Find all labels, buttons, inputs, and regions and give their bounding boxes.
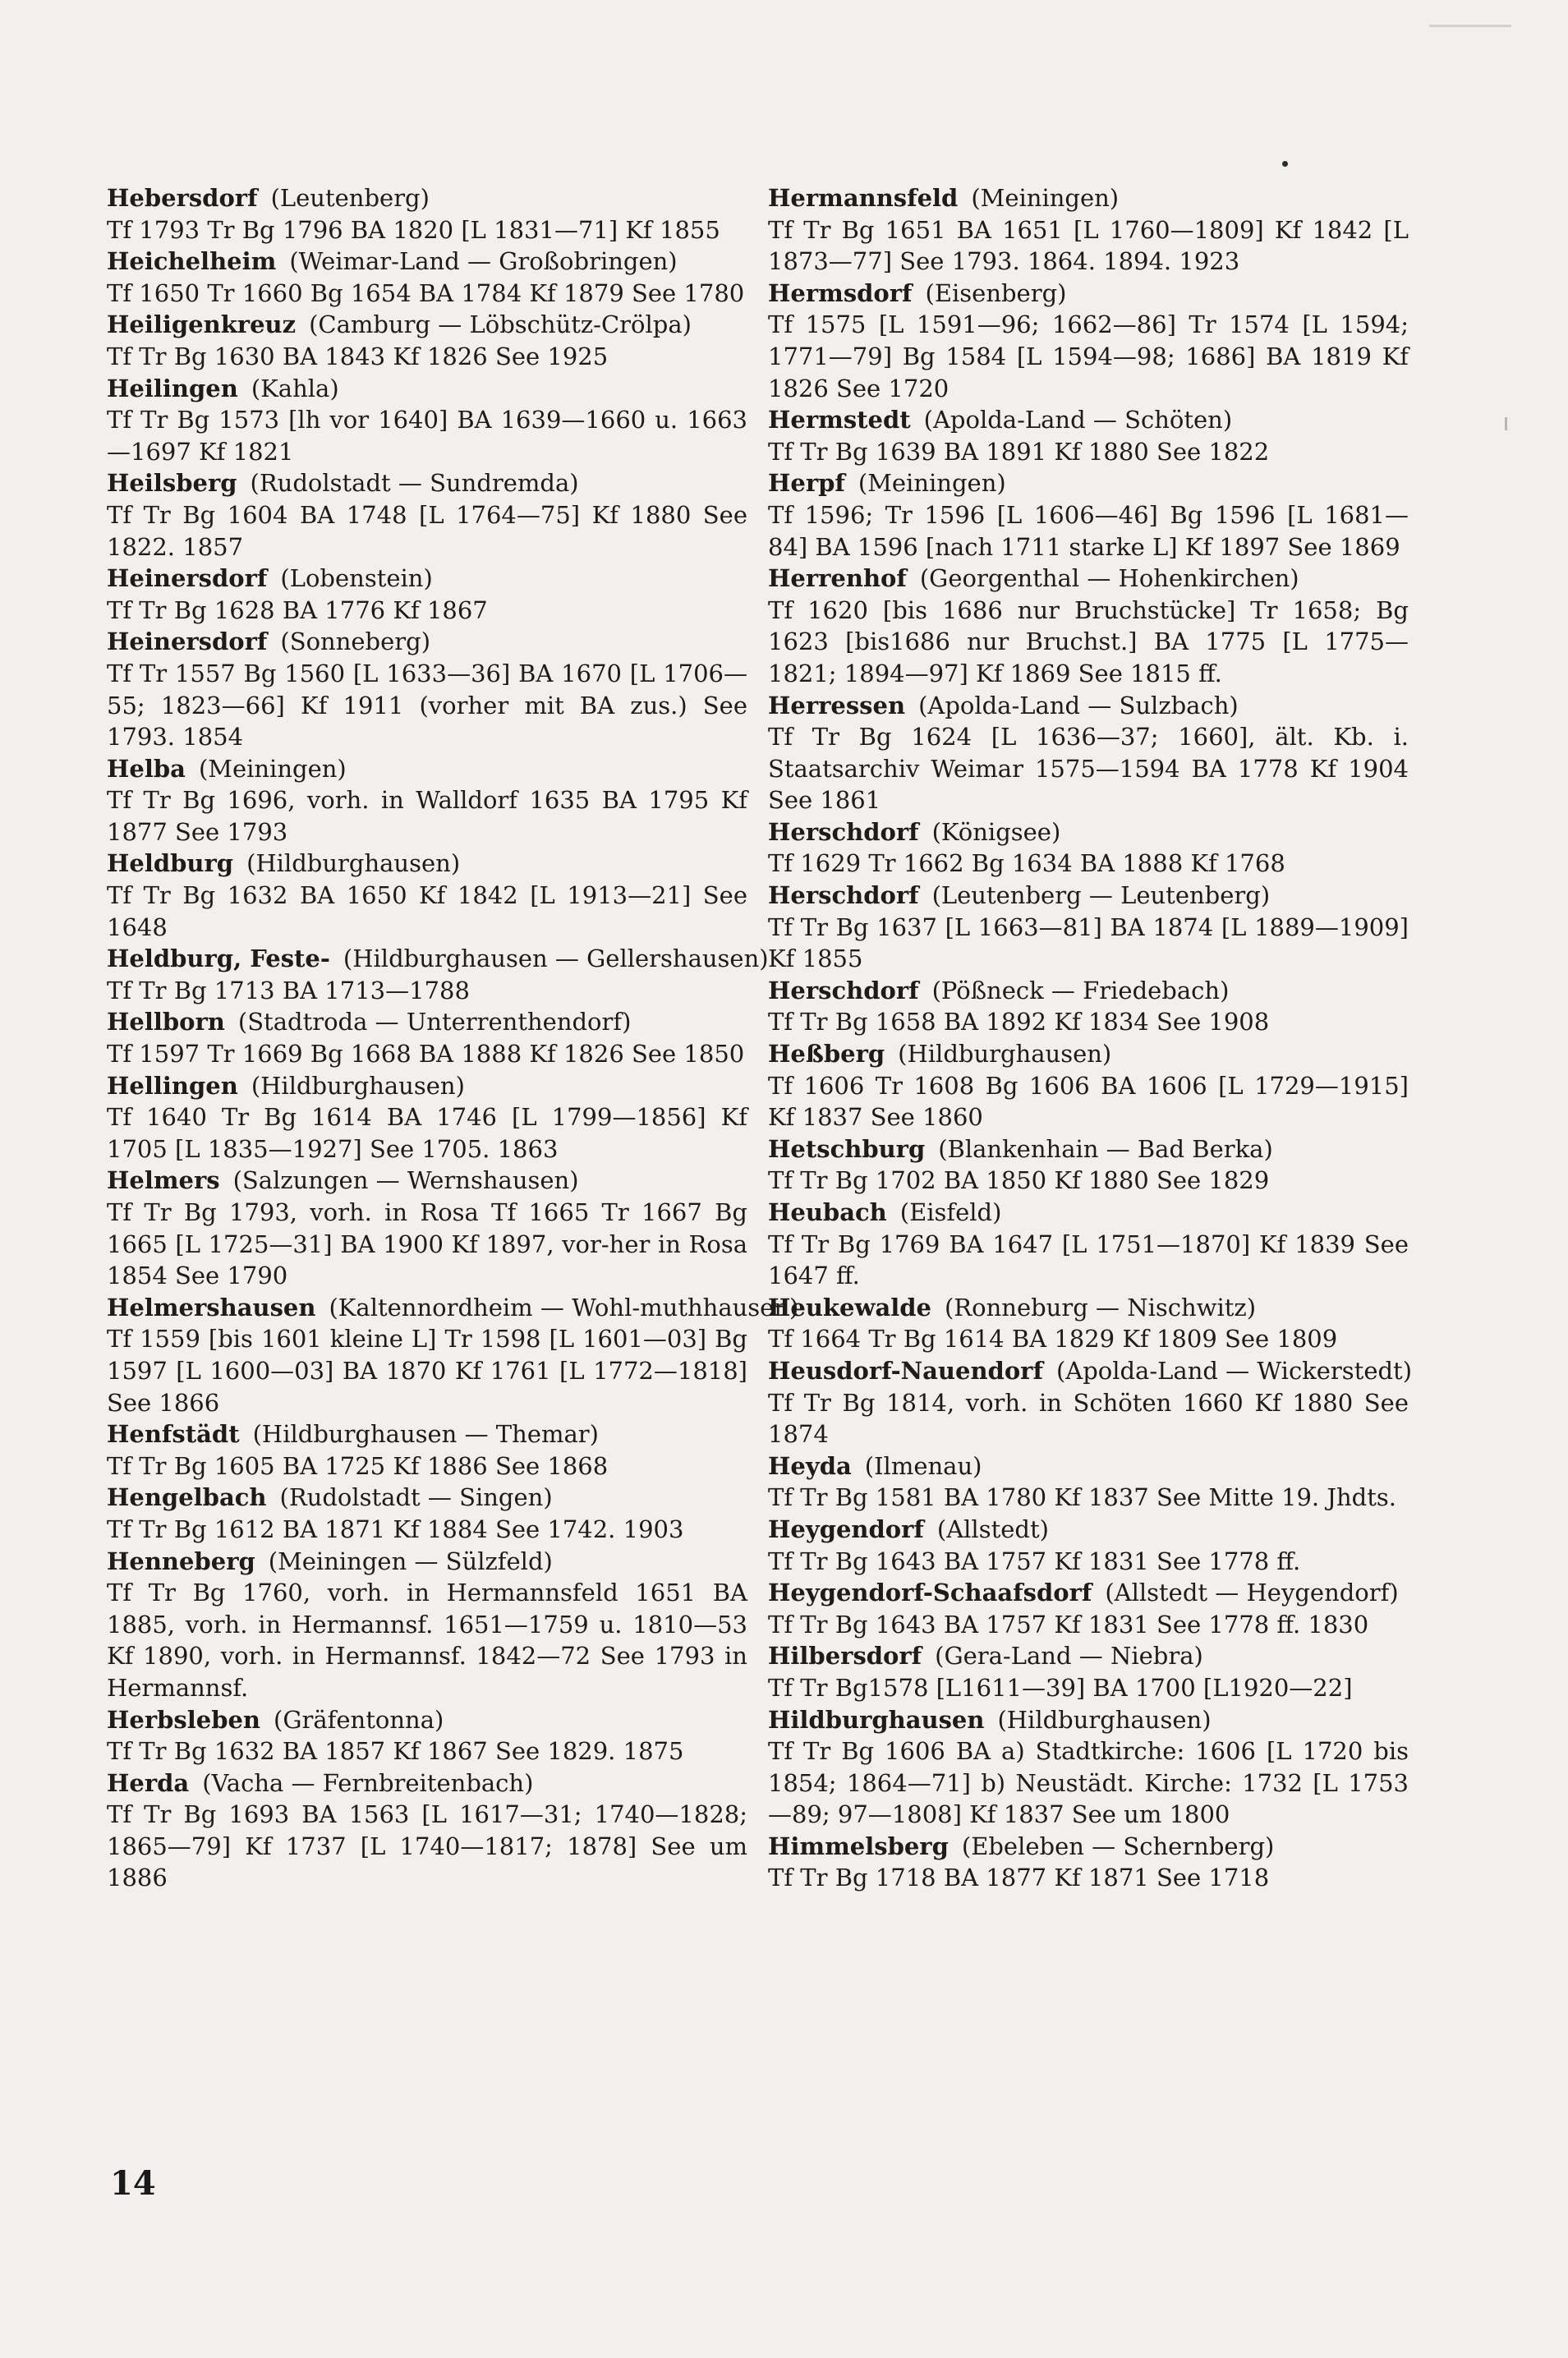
parish-district: (Sonneberg) [280, 627, 431, 656]
entry-records: Tf 1629 Tr 1662 Bg 1634 BA 1888 Kf 1768 [768, 849, 1285, 878]
register-entry [107, 1292, 799, 1418]
place-name: Hebersdorf [107, 184, 258, 212]
entry-heading [107, 626, 747, 658]
place-name: Heusdorf-Nauendorf [768, 1356, 1043, 1385]
entry-records: Tf 1575 [L 1591—96; 1662—86] Tr 1574 [L 1594; 1771—79] Bg 1584 [L 1594—98; 1686] BA 1819 Kf 1826 See 1720 [768, 310, 1409, 402]
parish-district: (Meiningen) [858, 469, 1006, 498]
parish-district: (Gera-Land — Niebra) [935, 1642, 1203, 1671]
entry-records: Tf Tr Bg 1605 BA 1725 Kf 1886 See 1868 [107, 1451, 609, 1480]
parish-district: (Kahla) [251, 374, 339, 402]
entry-heading [107, 1418, 747, 1450]
place-name: Heldburg [107, 849, 234, 878]
parish-district: (Vacha — Fernbreitenbach) [202, 1768, 534, 1797]
place-name: Helmers [107, 1166, 220, 1195]
place-name: Heukewalde [768, 1293, 931, 1321]
parish-district: (Rudolstadt — Singen) [279, 1483, 553, 1512]
place-name: Hilbersdorf [768, 1642, 922, 1671]
parish-district: (Hildburghausen) [997, 1705, 1212, 1734]
entry-records: Tf Tr Bg 1637 [L 1663—81] BA 1874 [L 1889—1909] Kf 1855 [768, 912, 1409, 973]
place-name: Hermstedt [768, 406, 911, 434]
entry-records: Tf Tr Bg 1696, vorh. in Walldorf 1635 BA 1795 Kf 1877 See 1793 [107, 786, 747, 846]
register-entry [768, 880, 1409, 975]
entry-records: Tf Tr Bg 1628 BA 1776 Kf 1867 [107, 595, 488, 624]
place-name: Henfstädt [107, 1420, 240, 1449]
place-name: Helba [107, 754, 186, 783]
register-entry [107, 848, 747, 943]
register-entry [768, 563, 1409, 689]
parish-district: (Camburg — Löbschütz-Crölpa) [309, 310, 692, 339]
margin-mark [1505, 417, 1507, 430]
place-name: Herbsleben [107, 1705, 261, 1734]
place-name: Hermsdorf [768, 278, 913, 307]
register-entry [768, 1292, 1409, 1355]
register-entry [768, 816, 1409, 880]
register-entry [768, 278, 1409, 404]
place-name: Heilsberg [107, 469, 237, 498]
register-entry [768, 1355, 1413, 1450]
entry-records: Tf Tr Bg1578 [L1611—39] BA 1700 [L1920—22] [768, 1673, 1353, 1702]
entry-records: Tf Tr Bg 1624 [L 1636—37; 1660], ält. Kb. i. Staatsarchiv Weimar 1575—1594 BA 1778 Kf 1904 See 1861 [768, 723, 1409, 815]
entry-heading [768, 1704, 1409, 1736]
register-entry [107, 563, 747, 626]
place-name: Herressen [768, 691, 906, 719]
parish-district: (Hildburghausen) [251, 1071, 465, 1100]
entry-records: Tf 1664 Tr Bg 1614 BA 1829 Kf 1809 See 1809 [768, 1325, 1338, 1354]
parish-district: (Allstedt) [936, 1515, 1049, 1543]
entry-heading [768, 563, 1409, 595]
register-entry [768, 182, 1409, 278]
place-name: Heygendorf [768, 1515, 924, 1543]
parish-district: (Meiningen — Sülzfeld) [268, 1547, 553, 1575]
place-name: Herpf [768, 469, 845, 498]
entry-heading [107, 246, 747, 278]
place-name: Henneberg [107, 1547, 255, 1575]
entry-heading [768, 467, 1409, 499]
entry-heading [768, 404, 1409, 436]
entry-records: Tf Tr Bg 1606 BA a) Stadtkirche: 1606 [L 1720 bis 1854; 1864—71] b) Neustädt. Kirche: 1732 [L 1753—89; 97—1808] Kf 1837 See um 1800 [768, 1737, 1409, 1829]
entry-records: Tf Tr Bg 1713 BA 1713—1788 [107, 976, 470, 1004]
place-name: Hellborn [107, 1008, 225, 1037]
place-name: Helmershausen [107, 1293, 316, 1321]
place-name: Himmelsberg [768, 1832, 949, 1860]
place-name: Hermannsfeld [768, 184, 959, 212]
register-entry [107, 1165, 747, 1291]
register-entry [107, 1482, 747, 1545]
entry-heading [768, 182, 1409, 214]
register-entry [107, 309, 747, 372]
entry-records: Tf Tr 1557 Bg 1560 [L 1633—36] BA 1670 [L 1706—55; 1823—66] Kf 1911 (vorher mit BA zus.) See 1793. 1854 [107, 659, 747, 752]
parish-district: (Hildburghausen — Themar) [252, 1420, 599, 1449]
entry-heading [107, 753, 747, 785]
entry-records: Tf Tr Bg 1630 BA 1843 Kf 1826 See 1925 [107, 342, 609, 370]
parish-district: (Leutenberg — Leutenberg) [931, 881, 1271, 910]
register-entry [107, 246, 747, 309]
place-name: Heiligenkreuz [107, 310, 297, 339]
entry-heading [768, 816, 1409, 848]
parish-district: (Hildburghausen — Gellershausen) [343, 945, 769, 973]
parish-district: (Ebeleben — Schernberg) [961, 1832, 1275, 1860]
register-entry [768, 1831, 1409, 1894]
register-entry [107, 1546, 747, 1704]
parish-district: (Königsee) [931, 817, 1061, 846]
entry-records: Tf 1597 Tr 1669 Bg 1668 BA 1888 Kf 1826 See 1850 [107, 1040, 745, 1069]
place-name: Herschdorf [768, 817, 919, 846]
register-entry [107, 1070, 747, 1165]
left-column [107, 182, 799, 1894]
entry-records: Tf Tr Bg 1581 BA 1780 Kf 1837 See Mitte 19. Jhdts. [768, 1483, 1396, 1512]
parish-district: (Salzungen — Wernshausen) [232, 1166, 579, 1195]
entry-records: Tf 1793 Tr Bg 1796 BA 1820 [L 1831—71] Kf 1855 [107, 215, 720, 244]
register-entry [768, 975, 1409, 1038]
parish-district: (Blankenhain — Bad Berka) [938, 1134, 1273, 1163]
entry-heading [768, 278, 1409, 310]
register-entry [107, 182, 747, 246]
entry-records: Tf Tr Bg 1693 BA 1563 [L 1617—31; 1740—1828; 1865—79] Kf 1737 [L 1740—1817; 1878] See um 1886 [107, 1800, 747, 1892]
entry-heading [107, 1006, 747, 1038]
register-entry [768, 1197, 1409, 1292]
entry-heading [768, 975, 1409, 1007]
entry-heading [107, 373, 747, 405]
register-entry [107, 626, 747, 752]
parish-district: (Lobenstein) [280, 564, 433, 593]
entry-records: Tf Tr Bg 1639 BA 1891 Kf 1880 See 1822 [768, 437, 1270, 466]
entry-heading [768, 1514, 1409, 1546]
place-name: Herda [107, 1768, 190, 1797]
register-entry [107, 373, 747, 468]
entry-heading [107, 467, 747, 499]
entry-records: Tf Tr Bg 1604 BA 1748 [L 1764—75] Kf 1880 See 1822. 1857 [107, 500, 747, 561]
entry-records: Tf 1559 [bis 1601 kleine L] Tr 1598 [L 1601—03] Bg 1597 [L 1600—03] BA 1870 Kf 1761 [L 1772—1818] See 1866 [107, 1325, 747, 1417]
entry-records: Tf Tr Bg 1632 BA 1857 Kf 1867 See 1829. 1875 [107, 1737, 684, 1766]
place-name: Herschdorf [768, 881, 919, 910]
entry-records: Tf Tr Bg 1702 BA 1850 Kf 1880 See 1829 [768, 1166, 1270, 1195]
entry-records: Tf 1620 [bis 1686 nur Bruchstücke] Tr 1658; Bg 1623 [bis1686 nur Bruchst.] BA 1775 [L 1775—1821; 1894—97] Kf 1869 See 1815 ff. [768, 595, 1409, 687]
register-entry [107, 943, 769, 1006]
register-entry [107, 1006, 747, 1069]
entry-heading [768, 1577, 1409, 1609]
place-name: Herrenhof [768, 564, 907, 593]
entry-heading [107, 1070, 747, 1102]
place-name: Heldburg, Feste- [107, 945, 330, 973]
parish-district: (Hildburghausen) [898, 1040, 1112, 1069]
entry-heading [107, 1482, 747, 1514]
parish-district: (Ilmenau) [864, 1451, 982, 1480]
parish-district: (Meiningen) [971, 184, 1120, 212]
register-entry [768, 1704, 1409, 1831]
register-entry [107, 1767, 747, 1894]
entry-heading [107, 1767, 747, 1800]
parish-district: (Stadtroda — Unterrenthendorf) [237, 1008, 632, 1037]
register-entry [768, 1577, 1409, 1640]
register-entry [107, 1704, 747, 1767]
entry-heading [107, 309, 747, 341]
entry-records: Tf Tr Bg 1651 BA 1651 [L 1760—1809] Kf 1842 [L 1873—77] See 1793. 1864. 1894. 1923 [768, 215, 1409, 276]
place-name: Heßberg [768, 1040, 885, 1069]
page-number: 14 [110, 2164, 156, 2203]
entry-heading [768, 1133, 1409, 1165]
entry-heading [107, 848, 747, 880]
entry-heading [768, 1292, 1409, 1324]
entry-records: Tf Tr Bg 1643 BA 1757 Kf 1831 See 1778 ff. [768, 1547, 1301, 1575]
parish-district: (Apolda-Land — Schöten) [923, 406, 1233, 434]
entry-records: Tf Tr Bg 1632 BA 1650 Kf 1842 [L 1913—21] See 1648 [107, 881, 747, 941]
register-entry [107, 753, 747, 848]
place-name: Heygendorf-Schaafsdorf [768, 1579, 1092, 1607]
entry-heading [768, 1450, 1409, 1482]
place-name: Heinersdorf [107, 627, 268, 656]
parish-district: (Pößneck — Friedebach) [931, 976, 1230, 1004]
register-entry [768, 1450, 1409, 1514]
parish-district: (Eisfeld) [899, 1198, 1002, 1226]
entry-records: Tf Tr Bg 1718 BA 1877 Kf 1871 See 1718 [768, 1864, 1270, 1892]
entry-heading [107, 1546, 747, 1578]
entry-heading [768, 1038, 1409, 1070]
entry-records: Tf Tr Bg 1814, vorh. in Schöten 1660 Kf 1880 See 1874 [768, 1388, 1409, 1449]
entry-records: Tf Tr Bg 1760, vorh. in Hermannsfeld 1651 BA 1885, vorh. in Hermannsf. 1651—1759 u. 1810—53 Kf 1890, vorh. in Hermannsf. 1842—72 See 1793 in Hermannsf. [107, 1579, 747, 1702]
parish-district: (Kaltennordheim — Wohl-muthhausen) [329, 1293, 799, 1321]
place-name: Heilingen [107, 374, 238, 402]
entry-heading [768, 1640, 1409, 1672]
entry-heading [107, 1165, 747, 1197]
register-entry [768, 690, 1409, 816]
place-name: Hetschburg [768, 1134, 926, 1163]
parish-district: (Eisenberg) [925, 278, 1067, 307]
register-entry [768, 1514, 1409, 1577]
place-name: Heubach [768, 1198, 887, 1226]
register-entry [768, 1133, 1409, 1197]
parish-district: (Apolda-Land — Wickerstedt) [1055, 1356, 1413, 1385]
place-name: Herschdorf [768, 976, 919, 1004]
entry-heading [107, 563, 747, 595]
place-name: Hengelbach [107, 1483, 267, 1512]
place-name: Heyda [768, 1451, 852, 1480]
entry-records: Tf Tr Bg 1573 [lh vor 1640] BA 1639—1660 u. 1663—1697 Kf 1821 [107, 406, 747, 466]
right-column [768, 182, 1413, 1894]
entry-records: Tf Tr Bg 1658 BA 1892 Kf 1834 See 1908 [768, 1008, 1270, 1037]
entry-heading [768, 1831, 1409, 1863]
entry-heading [768, 1197, 1409, 1229]
parish-district: (Ronneburg — Nischwitz) [944, 1293, 1257, 1321]
entry-heading [107, 1704, 747, 1736]
register-entry [107, 1418, 747, 1482]
parish-district: (Leutenberg) [270, 184, 430, 212]
entry-records: Tf Tr Bg 1643 BA 1757 Kf 1831 See 1778 ff. 1830 [768, 1610, 1369, 1639]
entry-records: Tf 1606 Tr 1608 Bg 1606 BA 1606 [L 1729—1915] Kf 1837 See 1860 [768, 1071, 1409, 1132]
register-entry [768, 404, 1409, 467]
entry-records: Tf 1640 Tr Bg 1614 BA 1746 [L 1799—1856] Kf 1705 [L 1835—1927] See 1705. 1863 [107, 1103, 747, 1163]
entry-heading [107, 182, 747, 214]
entry-records: Tf 1650 Tr 1660 Bg 1654 BA 1784 Kf 1879 See 1780 [107, 278, 745, 307]
parish-district: (Weimar-Land — Großobringen) [289, 247, 678, 276]
place-name: Hellingen [107, 1071, 238, 1100]
entry-heading [768, 880, 1409, 912]
entry-heading [107, 1292, 799, 1324]
place-name: Heichelheim [107, 247, 277, 276]
entry-heading [768, 1355, 1413, 1387]
register-entry [768, 1038, 1409, 1133]
register-entry [107, 467, 747, 563]
entry-records: Tf Tr Bg 1769 BA 1647 [L 1751—1870] Kf 1839 See 1647 ff. [768, 1230, 1409, 1290]
register-entry [768, 1640, 1409, 1703]
parish-district: (Georgenthal — Hohenkirchen) [919, 564, 1299, 593]
place-name: Hildburghausen [768, 1705, 985, 1734]
parish-district: (Meiningen) [198, 754, 347, 783]
parish-district: (Gräfentonna) [274, 1705, 444, 1734]
entry-heading [768, 690, 1409, 722]
register-entry [768, 467, 1409, 563]
entry-records: Tf Tr Bg 1793, vorh. in Rosa Tf 1665 Tr 1667 Bg 1665 [L 1725—31] BA 1900 Kf 1897, vor-her in Rosa 1854 See 1790 [107, 1198, 747, 1290]
parish-district: (Allstedt — Heygendorf) [1105, 1579, 1399, 1607]
parish-district: (Apolda-Land — Sulzbach) [918, 691, 1239, 719]
parish-district: (Rudolstadt — Sundremda) [250, 469, 579, 498]
entry-records: Tf 1596; Tr 1596 [L 1606—46] Bg 1596 [L 1681—84] BA 1596 [nach 1711 starke L] Kf 1897 See 1869 [768, 500, 1409, 561]
ink-dot [1282, 161, 1288, 167]
entry-heading [107, 943, 769, 975]
parish-district: (Hildburghausen) [246, 849, 461, 878]
place-name: Heinersdorf [107, 564, 268, 593]
entry-records: Tf Tr Bg 1612 BA 1871 Kf 1884 See 1742. 1903 [107, 1515, 684, 1543]
scan-edge-mark [1429, 25, 1511, 27]
